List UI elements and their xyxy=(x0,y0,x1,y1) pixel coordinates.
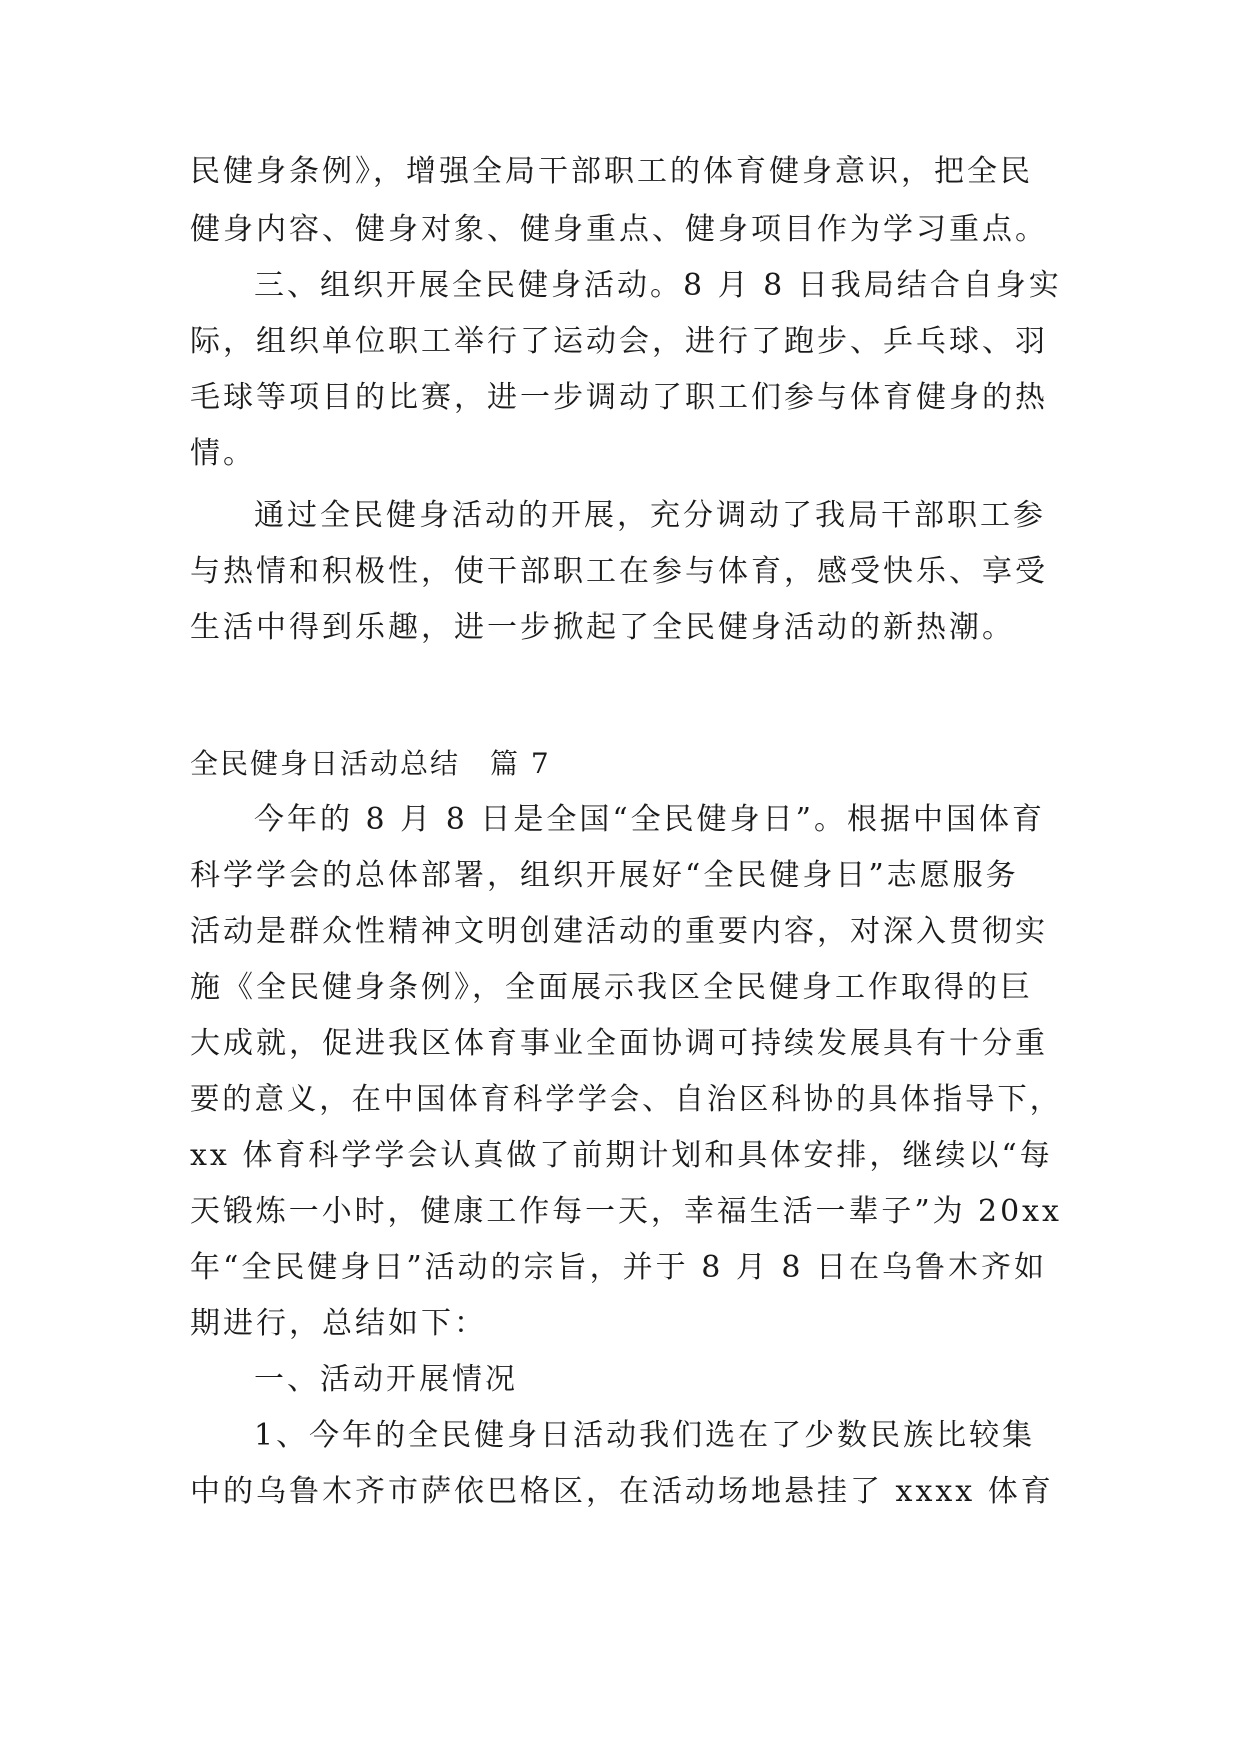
text-line: 1、今年的全民健身日活动我们选在了少数民族比较集 xyxy=(254,1418,1036,1453)
text-line: 年“全民健身日”活动的宗旨，并于 8 月 8 日在乌鲁木齐如 xyxy=(190,1250,1047,1285)
text-line: 通过全民健身活动的开展，充分调动了我局干部职工参 xyxy=(254,498,1046,533)
text-line: xx 体育科学学会认真做了前期计划和具体安排，继续以“每 xyxy=(190,1138,1053,1173)
text-line: 三、组织开展全民健身活动。8 月 8 日我局结合自身实 xyxy=(254,268,1062,303)
text-line: 科学学会的总体部署，组织开展好“全民健身日”志愿服务 xyxy=(190,858,1019,893)
text-line: 健身内容、健身对象、健身重点、健身项目作为学习重点。 xyxy=(190,212,1048,247)
text-line: 今年的 8 月 8 日是全国“全民健身日”。根据中国体育 xyxy=(254,802,1045,837)
text-line: 民健身条例》，增强全局干部职工的体育健身意识，把全民 xyxy=(190,154,1033,189)
text-line: 际，组织单位职工举行了运动会，进行了跑步、乒乓球、羽 xyxy=(190,324,1048,359)
text-line: 一、活动开展情况 xyxy=(254,1362,518,1397)
section-heading: 全民健身日活动总结 篇 7 xyxy=(190,747,551,780)
text-line: 中的乌鲁木齐市萨依巴格区，在活动场地悬挂了 xxxx 体育 xyxy=(190,1474,1054,1509)
text-line: 期进行，总结如下： xyxy=(190,1306,487,1341)
text-line: 毛球等项目的比赛，进一步调动了职工们参与体育健身的热 xyxy=(190,380,1048,415)
text-line: 要的意义，在中国体育科学学会、自治区科协的具体指导下， xyxy=(190,1082,1063,1117)
text-line: 与热情和积极性，使干部职工在参与体育，感受快乐、享受 xyxy=(190,554,1048,589)
text-line: 天锻炼一小时，健康工作每一天，幸福生活一辈子”为 20xx xyxy=(190,1194,1062,1229)
text-line: 活动是群众性精神文明创建活动的重要内容，对深入贯彻实 xyxy=(190,914,1048,949)
text-line: 大成就，促进我区体育事业全面协调可持续发展具有十分重 xyxy=(190,1026,1048,1061)
text-line: 生活中得到乐趣，进一步掀起了全民健身活动的新热潮。 xyxy=(190,610,1015,645)
text-line: 施《全民健身条例》，全面展示我区全民健身工作取得的巨 xyxy=(190,970,1033,1005)
text-line: 情。 xyxy=(190,436,256,471)
